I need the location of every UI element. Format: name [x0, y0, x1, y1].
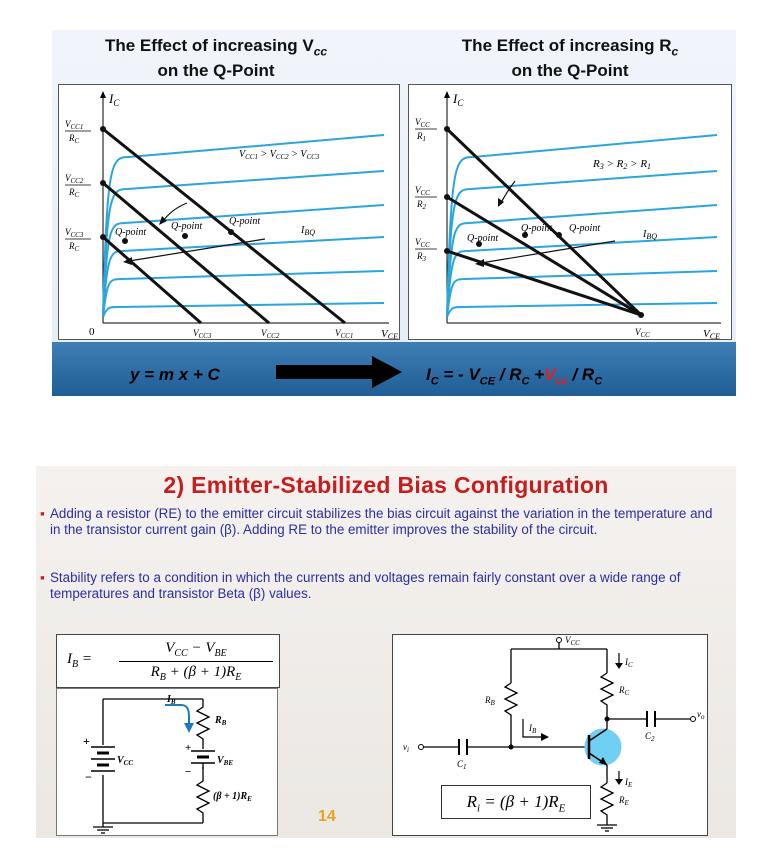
right-y-label: $I_C$ — [453, 91, 464, 108]
right-rc-label: $R_C$ — [619, 685, 630, 697]
ib-arrowhead — [184, 723, 194, 733]
slide-vcc-rc-effects — [52, 30, 736, 396]
slide-emitter-stabilized — [36, 466, 736, 838]
left-re-eq-label: $(\beta + 1)R_E$ — [213, 791, 252, 803]
left-curve-1 — [103, 303, 384, 317]
bullet-dot-1: ▪ — [40, 506, 45, 521]
left-qpoint-label-2: Q-point — [171, 221, 203, 232]
right-yint-labels — [415, 117, 437, 263]
right-ibq-label: $I_{BQ}$ — [643, 229, 658, 241]
right-re-resistor — [601, 783, 613, 825]
left-yint-1 — [100, 126, 106, 132]
left-xint-2: $V_{CC2}$ — [261, 328, 280, 339]
right-vcc-label: $V_{CC}$ — [565, 635, 580, 647]
page-number: 14 — [318, 808, 336, 825]
left-circuit-svg — [57, 689, 277, 835]
right-yint-num-3: $V_{CC}$ — [415, 237, 430, 249]
left-curve-2 — [103, 271, 384, 317]
right-qpoint-1 — [556, 232, 562, 238]
ri-formula-box: $R_i = (\beta + 1)R_E$ — [441, 785, 591, 819]
right-yint-den-1: $R_1$ — [417, 131, 426, 143]
vcc-minus: − — [85, 770, 92, 784]
left-qpoint-3 — [122, 238, 128, 244]
right-yint-2 — [444, 194, 450, 200]
rb-resistor — [197, 699, 209, 749]
right-yint-den-2: $R_2$ — [417, 199, 426, 211]
vi-terminal — [419, 745, 424, 750]
right-xint-point — [638, 312, 644, 318]
right-ic-label: $I_C$ — [625, 657, 633, 669]
vbe-minus: − — [185, 766, 192, 778]
right-rb-label: $R_B$ — [485, 695, 495, 707]
vo-terminal — [691, 717, 696, 722]
right-qpoint-label-2: Q-point — [521, 223, 553, 234]
left-vcc-label: $V_{CC}$ — [117, 755, 134, 767]
right-yint-num-2: $V_{CC}$ — [415, 185, 430, 197]
left-yint-2 — [100, 180, 106, 186]
equation-banner — [52, 342, 736, 396]
left-ground-icon — [93, 823, 113, 833]
right-re-label: $R_E$ — [619, 795, 629, 807]
ic-arrowhead — [615, 663, 623, 669]
vbe-battery-icon — [191, 751, 215, 763]
base-emitter-loop-circuit — [56, 688, 278, 836]
left-xint-1: $V_{CC3}$ — [193, 328, 212, 339]
ib-formula-numerator: $V_{CC} - V_{BE}$ — [165, 640, 227, 659]
left-yint-den-1: $R_C$ — [69, 133, 80, 145]
left-yint-num-2: $V_{CC2}$ — [65, 173, 84, 185]
left-relation: $V_{CC1} > V_{CC2} > V_{CC3}$ — [239, 149, 320, 161]
left-graph-svg — [59, 85, 399, 339]
left-rb-label: $R_B$ — [215, 715, 227, 727]
c2-capacitor-icon — [647, 711, 655, 727]
right-ib-label: $I_B$ — [529, 723, 537, 735]
left-yint-3 — [100, 234, 106, 240]
left-xint-labels — [193, 328, 353, 339]
right-xint-label: $V_{CC}$ — [635, 327, 650, 339]
right-title-line2: on the Q-Point — [511, 61, 629, 81]
line-equation: y = m x + C — [130, 365, 220, 384]
left-yint-num-1: $V_{CC1}$ — [65, 119, 84, 131]
right-relation: R3 > R2 > R1 — [593, 158, 652, 171]
left-qpoint-2 — [182, 233, 188, 239]
right-ground-icon — [597, 825, 617, 831]
bullet-dot-2: ▪ — [40, 570, 45, 585]
right-x-label: VCE — [703, 328, 720, 339]
left-yint-labels — [65, 119, 91, 253]
right-rb-resistor — [505, 683, 517, 747]
ib-formula-denominator: $R_B + (\beta + 1)R_E$ — [150, 664, 242, 683]
right-yint-num-1: $V_{CC}$ — [415, 117, 430, 129]
bullet-2: ▪ Stability refers to a condition in which the currents and voltages remain fairly constant over a wide range of temperatures and transistor Beta (β) values. — [40, 570, 681, 601]
right-load-line-r2 — [447, 197, 641, 315]
load-line-equation: $I_C$ = - $V_{CE} / R_C +V_{cc} / R_C$ — [426, 365, 603, 388]
left-origin-label: 0 — [89, 326, 95, 338]
right-c2-label: $C_2$ — [645, 731, 655, 743]
bullet-1: ▪ Adding a resistor (RE) to the emitter circuit stabilizes the bias circuit against the variation in the temperature and in the transistor current gain (β). Adding RE to the emitter improves the stability of the circuit. — [40, 506, 713, 537]
ib-formula-box — [56, 634, 280, 688]
right-curve-1 — [447, 303, 717, 317]
ie-arrowhead — [615, 779, 623, 785]
vbe-plus: + — [185, 742, 192, 754]
right-c1-label: $C_1$ — [457, 759, 467, 771]
right-qpoint-label-3: Q-point — [569, 223, 601, 234]
right-yint-3 — [444, 248, 450, 254]
slide2-title: 2) Emitter-Stabilized Bias Configuration — [163, 472, 609, 498]
vcc-battery-icon — [91, 747, 115, 771]
right-vi-label: $v_i$ — [403, 742, 409, 754]
collector-node — [605, 717, 610, 722]
right-title-text: The Effect of increasing R — [461, 36, 672, 55]
left-yint-den-3: $R_C$ — [69, 241, 80, 253]
right-load-line-graph — [408, 84, 732, 340]
right-graph-svg — [409, 85, 731, 339]
left-qpoint-1 — [228, 229, 234, 235]
left-ibq-label: $I_{BQ}$ — [301, 225, 316, 237]
right-qpoint-label-1: Q-point — [467, 233, 499, 244]
left-qpoint-label-1: Q-point — [115, 227, 147, 238]
left-title-sub: cc — [313, 44, 328, 59]
right-yint-den-3: $R_3$ — [417, 251, 426, 263]
c1-capacitor-icon — [459, 739, 467, 755]
right-y-arrow — [444, 91, 450, 98]
vcc-plus: + — [83, 734, 90, 748]
left-x-label: VCE — [381, 328, 398, 339]
right-graph-title — [410, 36, 730, 80]
left-title-line2: on the Q-Point — [157, 61, 275, 81]
ib-formula-left: $I_B$ = — [67, 651, 92, 670]
right-arrow-icon — [276, 356, 404, 388]
right-ie-label: $I_E$ — [625, 777, 633, 789]
right-title-sub: c — [671, 44, 679, 59]
emitter-stabilized-circuit — [392, 634, 708, 836]
left-yint-den-2: $R_C$ — [69, 187, 80, 199]
vcc-terminal — [557, 638, 562, 643]
left-vbe-label: $V_{BE}$ — [217, 755, 234, 767]
left-qpoint-label-3: Q-point — [229, 216, 261, 227]
re-eq-resistor — [197, 767, 209, 823]
left-ib-label: $I_B$ — [167, 694, 176, 706]
left-yint-num-3: $V_{CC3}$ — [65, 227, 84, 239]
ib-formula-bar — [119, 661, 273, 662]
left-title-text: The Effect of increasing V — [104, 36, 314, 55]
right-qpoint-labels — [467, 223, 600, 244]
ib-arrowhead-right — [541, 733, 549, 741]
right-vo-label: $v_o$ — [697, 709, 705, 721]
left-load-line-graph — [58, 84, 400, 340]
ib-arrow-icon — [165, 705, 189, 725]
left-y-arrow — [100, 91, 106, 98]
base-node — [509, 745, 514, 750]
right-yint-1 — [444, 126, 450, 132]
left-xint-3: $V_{CC1}$ — [335, 328, 354, 339]
left-graph-title — [56, 36, 376, 80]
left-y-label: $I_C$ — [109, 91, 120, 108]
